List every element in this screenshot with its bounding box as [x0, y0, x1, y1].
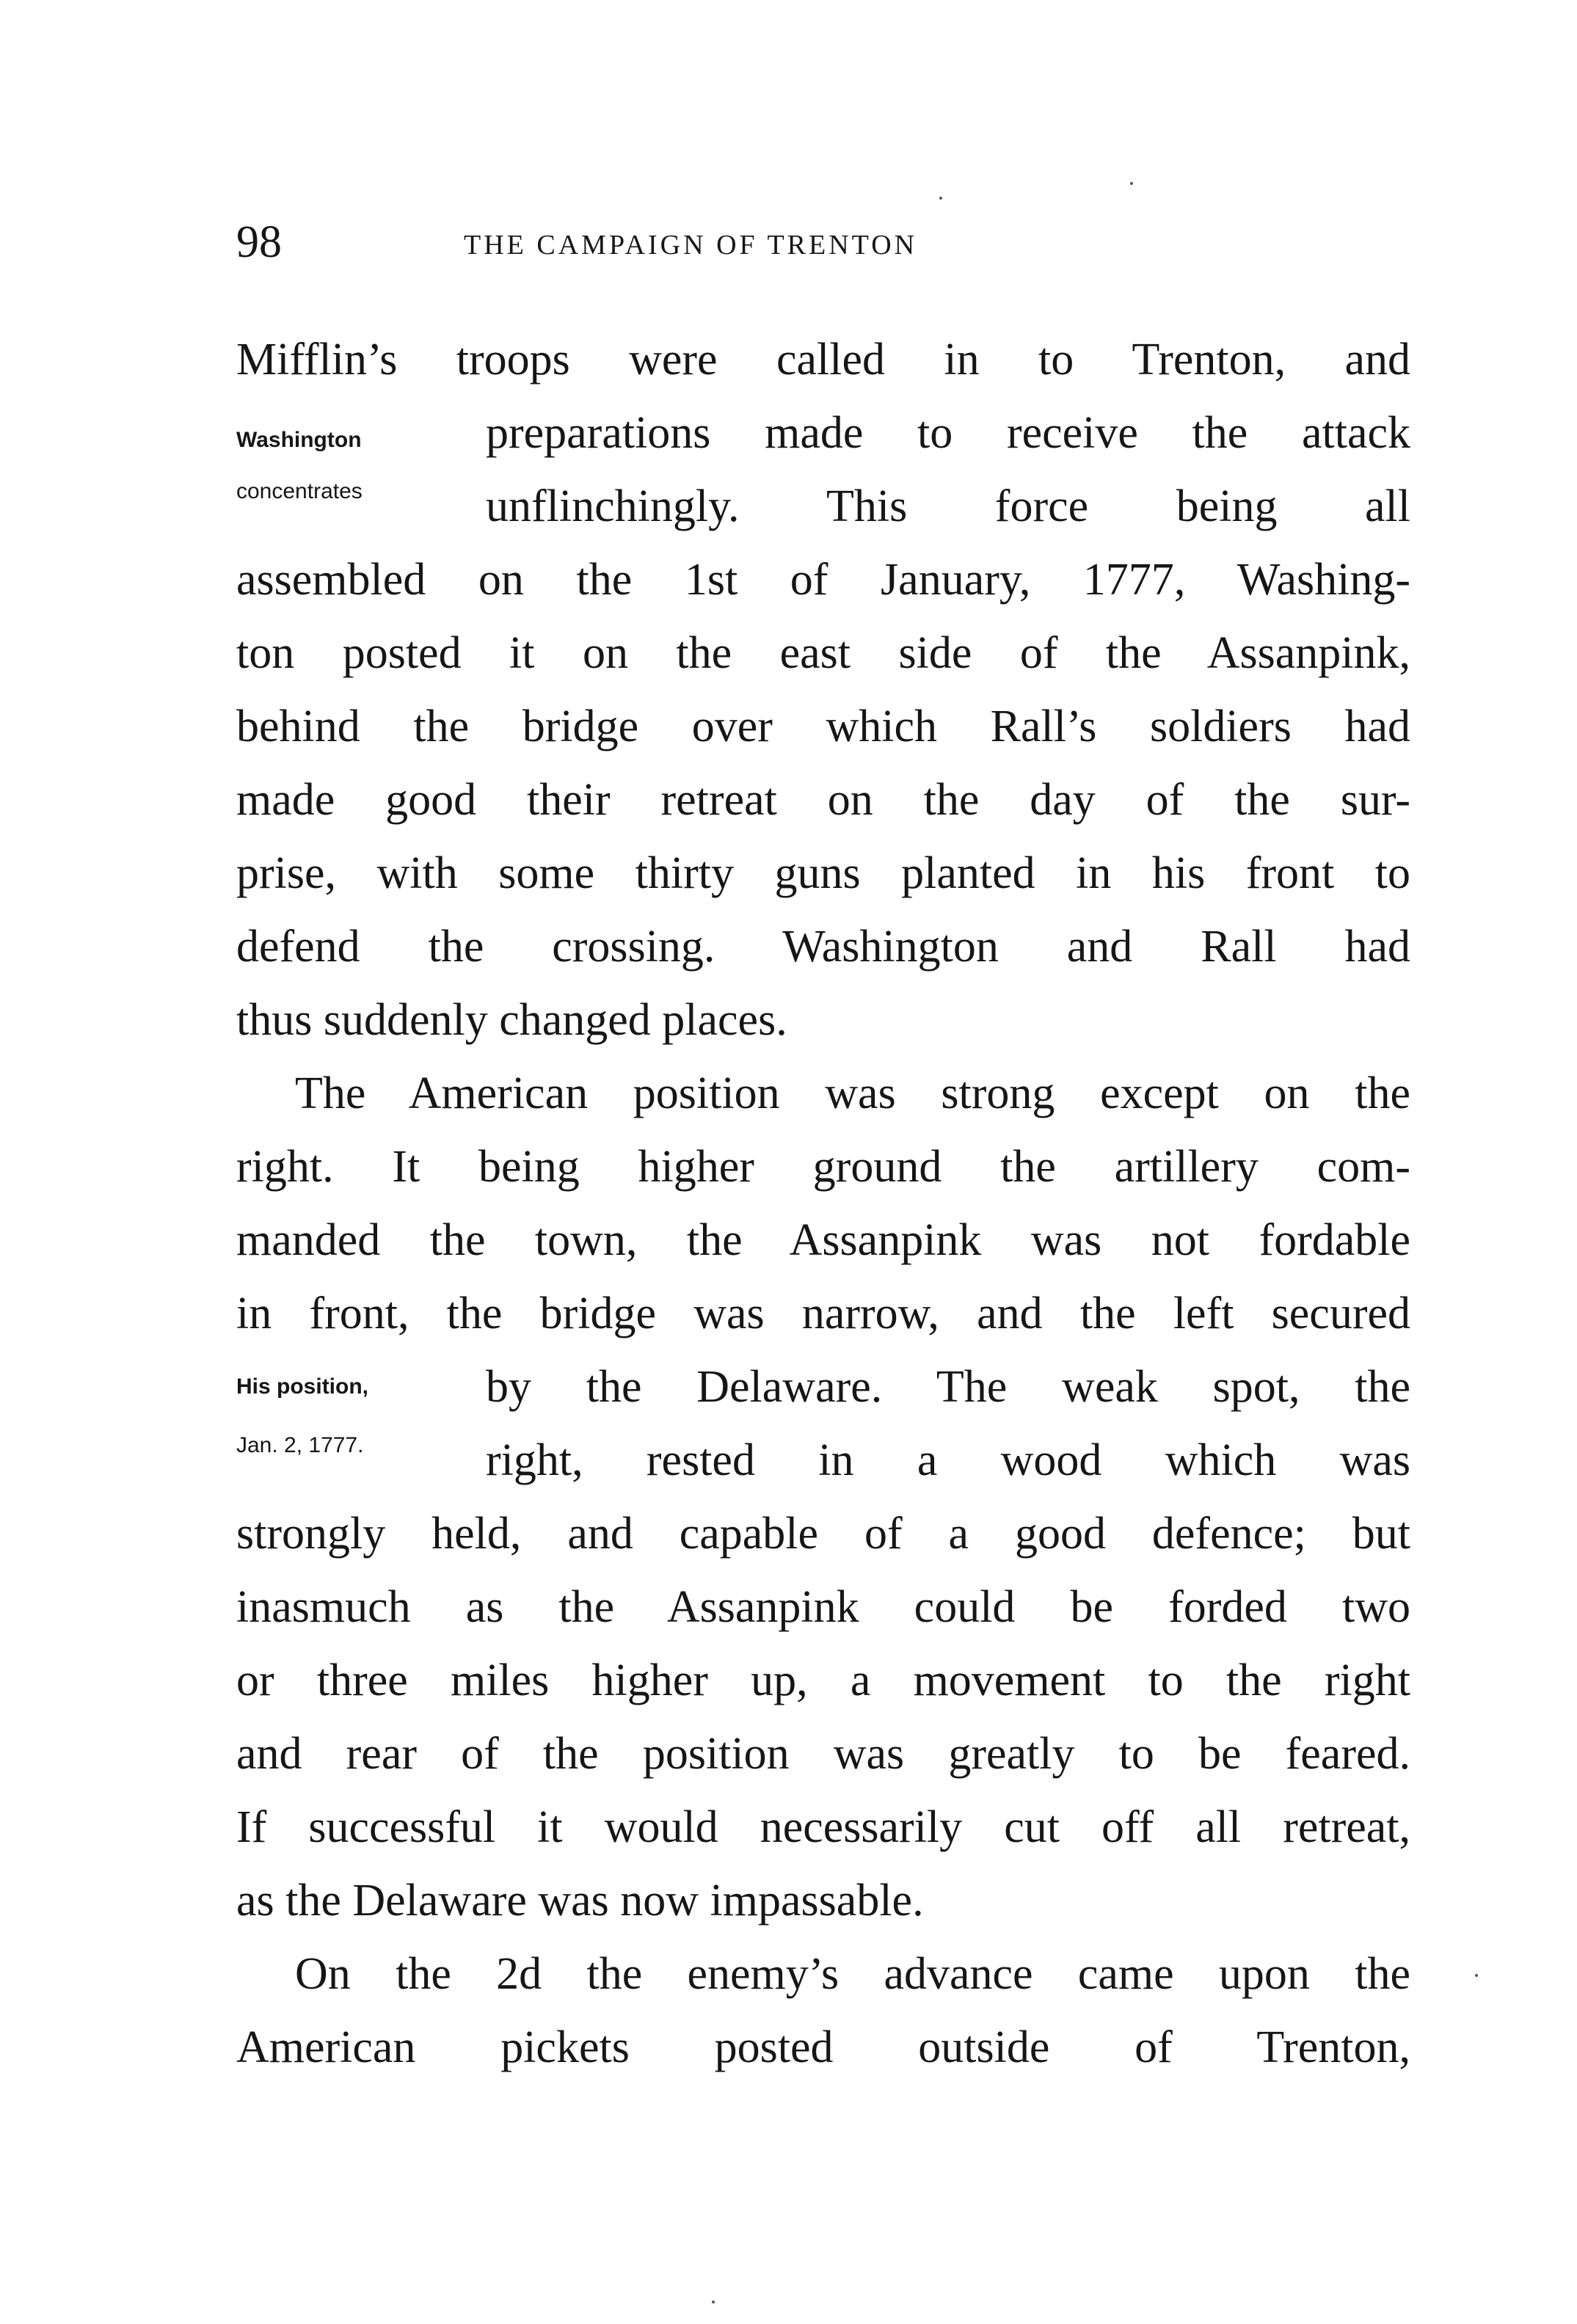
text-line: Mifflin’s troops were called in to Trenton, and [236, 335, 1410, 385]
paper-speck [712, 2301, 715, 2303]
text-line: and rear of the position was greatly to be feared. [236, 1729, 1410, 1779]
text-line: right. It being higher ground the artillery com- [236, 1142, 1410, 1192]
text-line: or three miles higher up, a movement to the right [236, 1655, 1410, 1705]
text-line: The American position was strong except on the [295, 1068, 1410, 1118]
text-line: assembled on the 1st of January, 1777, Washing- [236, 555, 1410, 605]
text-line: manded the town, the Assanpink was not fordable [236, 1215, 1410, 1265]
margin-note: concentrates [236, 479, 363, 503]
page-header [236, 213, 1410, 279]
text-line: defend the crossing. Washington and Rall had [236, 922, 1410, 972]
text-line: preparations made to receive the attack [486, 408, 1410, 458]
text-line: behind the bridge over which Rall’s soldiers had [236, 702, 1410, 751]
text-line: thus suddenly changed places. [236, 995, 787, 1045]
text-line: On the 2d the enemy’s advance came upon the [295, 1949, 1410, 1999]
text-line: inasmuch as the Assanpink could be forded two [236, 1582, 1410, 1632]
text-line: in front, the bridge was narrow, and the left secured [236, 1289, 1410, 1338]
paper-speck [1130, 182, 1133, 185]
text-line: by the Delaware. The weak spot, the [486, 1362, 1410, 1412]
text-line: American pickets posted outside of Trenton, [236, 2022, 1410, 2072]
page-number: 98 [236, 217, 282, 267]
paper-speck [1475, 1974, 1478, 1977]
running-head: THE CAMPAIGN OF TRENTON [464, 230, 918, 261]
text-line: as the Delaware was now impassable. [236, 1876, 924, 1926]
margin-note: His position, [236, 1374, 368, 1399]
text-line: If successful it would necessarily cut off all retreat, [236, 1802, 1410, 1852]
text-line: right, rested in a wood which was [486, 1435, 1410, 1485]
text-line: made good their retreat on the day of the sur- [236, 775, 1410, 825]
text-line: unflinchingly. This force being all [486, 481, 1410, 531]
paper-speck [939, 197, 942, 200]
text-line: ton posted it on the east side of the Assanpink, [236, 628, 1410, 678]
text-line: prise, with some thirty guns planted in his front to [236, 848, 1410, 898]
margin-note: Jan. 2, 1777. [236, 1433, 364, 1457]
text-line: strongly held, and capable of a good defence; but [236, 1509, 1410, 1559]
margin-note: Washington [236, 428, 362, 452]
